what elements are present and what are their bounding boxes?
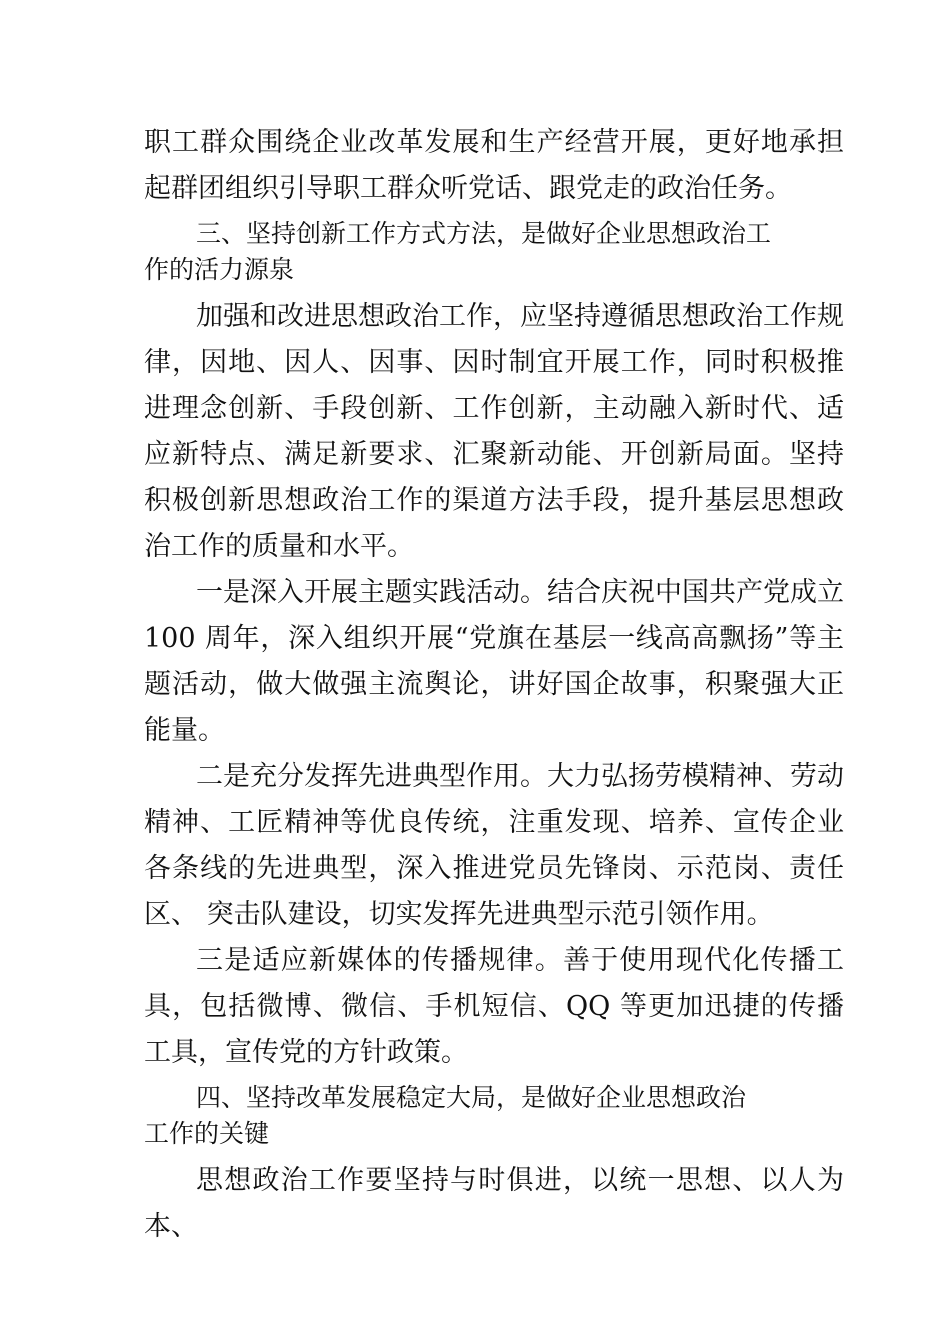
section-heading-3-line-2: 作的活力源泉 — [144, 255, 295, 284]
document-body — [144, 120, 844, 1250]
section-heading-4-line-1: 四、坚持改革发展稳定大局，是做好企业思想政治 — [196, 1083, 747, 1112]
section-heading-4 — [144, 1080, 844, 1152]
paragraph-6: 思想政治工作要坚持与时俱进，以统一思想、以人为本、 — [144, 1165, 844, 1242]
section-heading-3 — [144, 216, 844, 288]
paragraph-2: 加强和改进思想政治工作，应坚持遵循思想政治工作规律，因地、因人、因事、因时制宜开展工作，同时积极推进理念创新、手段创新、工作创新，主动融入新时代、适应新特点、满足新要求、汇聚新动能、开创新局面。坚持积极创新思想政治工作的渠道方法手段，提升基层思想政治工作的质量和水平。 — [144, 301, 844, 562]
section-heading-3-line-1: 三、坚持创新工作方式方法，是做好企业思想政治工 — [196, 219, 772, 248]
paragraph-5: 三是适应新媒体的传播规律。善于使用现代化传播工具，包括微博、微信、手机短信、QQ 等更加迅捷的传播工具，宣传党的方针政策。 — [144, 945, 844, 1068]
paragraph-4: 二是充分发挥先进典型作用。大力弘扬劳模精神、劳动精神、工匠精神等优良传统，注重发现、培养、宣传企业各条线的先进典型，深入推进党员先锋岗、示范岗、责任区、 突击队建设，切实发挥先进典型示范引领作用。 — [144, 761, 844, 930]
section-heading-4-line-2: 工作的关键 — [144, 1119, 270, 1148]
paragraph-3: 一是深入开展主题实践活动。结合庆祝中国共产党成立 100 周年，深入组织开展“党旗在基层一线高高飘扬”等主题活动，做大做强主流舆论，讲好国企故事，积聚强大正能量。 — [144, 577, 844, 746]
paragraph-1: 职工群众围绕企业改革发展和生产经营开展，更好地承担起群团组织引导职工群众听党话、跟党走的政治任务。 — [144, 127, 844, 204]
